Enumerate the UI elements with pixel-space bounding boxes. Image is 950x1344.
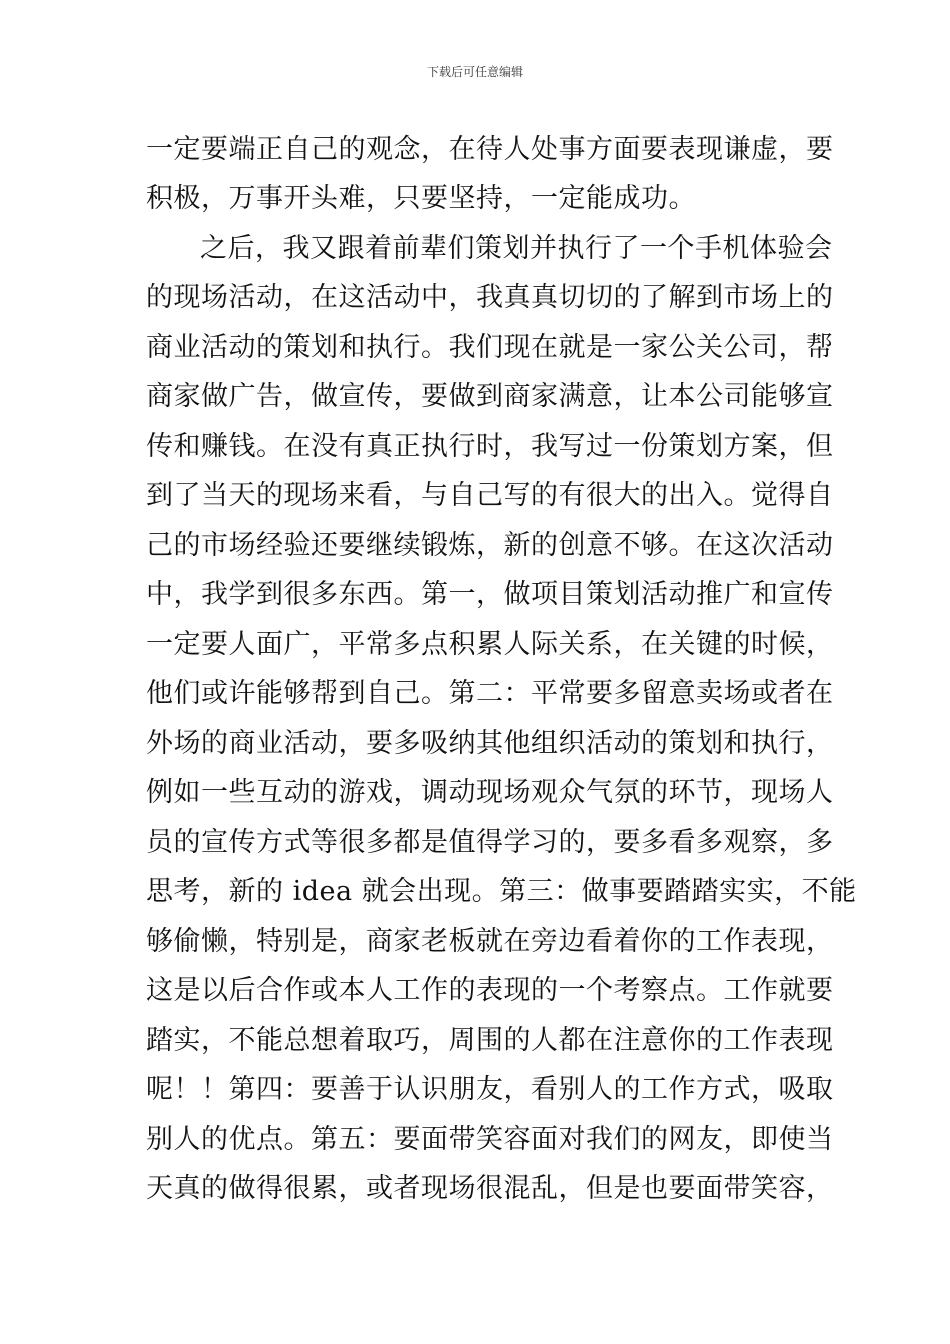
paragraph-line: 中，我学到很多东西。第一，做项目策划活动推广和宣传	[146, 579, 834, 610]
paragraph-line: 到了当天的现场来看，与自己写的有很大的出入。觉得自	[146, 480, 834, 511]
paragraph-line: 他们或许能够帮到自己。第二：平常要多留意卖场或者在	[146, 678, 834, 709]
paragraph-line: 己的市场经验还要继续锻炼，新的创意不够。在这次活动	[146, 530, 834, 561]
paragraph-line: 的现场活动，在这活动中，我真真切切的了解到市场上的	[146, 282, 834, 313]
paragraph-line: 天真的做得很累，或者现场很混乱，但是也要面带笑容，	[146, 1173, 834, 1204]
paragraph-line: 一定要端正自己的观念，在待人处事方面要表现谦虚，要	[146, 134, 834, 165]
paragraph-line: 例如一些互动的游戏，调动现场观众气氛的环节，现场人	[146, 777, 834, 808]
paragraph-line: 踏实，不能总想着取巧，周围的人都在注意你的工作表现	[146, 1025, 834, 1056]
paragraph-line: 积极，万事开头难，只要坚持，一定能成功。	[146, 183, 696, 214]
paragraph-line: 思考，新的 idea 就会出现。第三：做事要踏踏实实，不能	[146, 876, 857, 907]
paragraph-line: 这是以后合作或本人工作的表现的一个考察点。工作就要	[146, 975, 834, 1006]
paragraph-line: 员的宣传方式等很多都是值得学习的，要多看多观察，多	[146, 827, 834, 858]
paragraph-line: 传和赚钱。在没有真正执行时，我写过一份策划方案，但	[146, 431, 834, 462]
paragraph-line: 商家做广告，做宣传，要做到商家满意，让本公司能够宣	[146, 381, 834, 412]
paragraph-line: 呢！！第四：要善于认识朋友，看别人的工作方式，吸取	[146, 1074, 834, 1105]
paragraph-line: 之后，我又跟着前辈们策划并执行了一个手机体验会	[200, 233, 833, 264]
page-header: 下载后可任意编辑	[426, 65, 523, 79]
paragraph-line: 商业活动的策划和执行。我们现在就是一家公关公司，帮	[146, 332, 834, 363]
paragraph-line: 够偷懒，特别是，商家老板就在旁边看着你的工作表现，	[146, 926, 834, 957]
paragraph-line: 一定要人面广，平常多点积累人际关系，在关键的时候，	[146, 629, 834, 660]
paragraph-line: 外场的商业活动，要多吸纳其他组织活动的策划和执行，	[146, 728, 834, 759]
paragraph-line: 别人的优点。第五：要面带笑容面对我们的网友，即使当	[146, 1124, 834, 1155]
